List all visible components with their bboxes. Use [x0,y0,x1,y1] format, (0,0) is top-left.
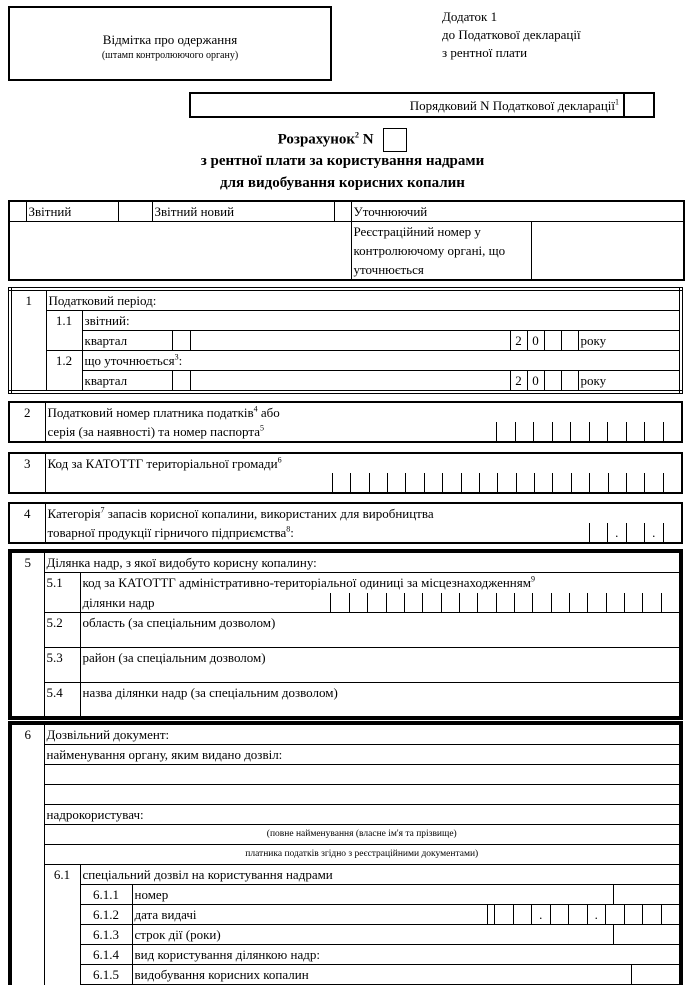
area-name-field[interactable]: назва ділянки надр (за спеціальним дозволом) [80,683,681,718]
validity-years-input[interactable] [613,925,681,945]
page-title: Розрахунок$^2$ N [0,128,685,152]
year-digit-2: 0 [527,371,544,393]
section-4-label-2: товарної продукції гірничого підприємства$^8$: [47,524,294,540]
receipt-stamp-box [8,6,332,81]
reporting-label: Звітний [26,201,118,222]
reporting-new-label: Звітний новий [152,201,334,222]
year-digit-1: 2 [510,371,527,393]
document-type-table [8,200,685,281]
annex-line-3: з рентної плати [442,45,528,60]
section-1-1-label: звітний: [82,311,681,331]
item-6-1-3-label: строк дії (роки) [132,925,613,945]
region-field[interactable]: область (за спеціальним дозволом) [80,613,681,648]
year-digit-3-input[interactable] [544,371,561,393]
reg-number-label: Реєстраційний номер у контролюючому органі, що уточнюється [351,222,531,281]
section-2-number: 2 [9,402,45,442]
ordinal-number-row [189,92,655,118]
issuer-field-2[interactable] [44,785,681,805]
section-3-katottg [8,452,683,494]
year-suffix: року [578,331,681,351]
section-3-label: Код за КАТОТТГ територіальної громади$^6$ [47,455,282,471]
section-6-permit [8,721,683,985]
section-3-number: 3 [9,453,45,493]
item-6-1-1-label: номер [132,885,613,905]
ordinal-number-input[interactable] [623,94,653,116]
item-6-1-4-number: 6.1.4 [80,945,132,965]
category-cells[interactable]: . . [586,523,682,543]
section-1-2-number: 1.2 [46,351,82,393]
issue-date-cells[interactable]: . . [487,905,681,925]
year-digit-4-input[interactable] [561,371,578,393]
year-digit-3-input[interactable] [544,331,561,351]
section-4-reserve-category [8,502,683,544]
subsoil-user-hint-1: (повне найменування (власне ім'я та прізвище) [44,825,681,845]
section-6-1-label: спеціальний дозвіл на користування надрами [80,865,681,885]
section-5-1-label: код за КАТОТТГ адміністративно-територіальної одиниці за місцезнаходженням$^9$ [80,573,681,593]
annex-note [442,8,581,62]
year-suffix: року [578,371,681,393]
reporting-new-checkbox[interactable] [118,201,152,222]
issuer-field-1[interactable] [44,765,681,785]
section-4-number: 4 [9,503,45,543]
item-6-1-3-number: 6.1.3 [80,925,132,945]
year-digit-4-input[interactable] [561,331,578,351]
item-6-1-2-number: 6.1.2 [80,905,132,925]
mineral-extraction-checkbox[interactable] [631,965,681,985]
section-5-2-number: 5.2 [44,613,80,648]
section-5-4-number: 5.4 [44,683,80,718]
section-6-label: Дозвільний документ: [44,723,681,745]
section-2-taxpayer-id [8,401,683,443]
section-2-label-1: Податковий номер платника податків$^4$ або [47,404,280,420]
section-1-label: Податковий період: [46,289,681,311]
section-1-number: 1 [10,289,46,392]
subsoil-user-label: надрокористувач: [44,805,681,825]
district-field[interactable]: район (за спеціальним дозволом) [80,648,681,683]
quarter-label: квартал [82,371,172,393]
year-digit-2: 0 [527,331,544,351]
quarter-input-1-2[interactable] [172,371,190,393]
section-5-number: 5 [10,551,44,718]
subsoil-user-hint-2: платника податків згідно з реєстраційними документами) [44,845,681,865]
annex-line-2: до Податкової декларації [442,27,581,42]
ordinal-number-label: Порядковий N Податкової декларації$^1$ [409,97,619,113]
title-line-2: з рентної плати за користування надрами [200,153,485,169]
item-6-1-4-label: вид користування ділянкою надр: [132,945,681,965]
area-katottg-cells[interactable] [330,593,681,613]
clarifying-label: Уточнюючий [351,201,684,222]
katottg-cells[interactable] [332,473,682,493]
section-5-1-number: 5.1 [44,573,80,613]
section-5-3-number: 5.3 [44,648,80,683]
section-5-label: Ділянка надр, з якої видобуто корисну копалину: [44,551,681,573]
taxpayer-id-cells[interactable] [494,422,682,442]
title-line-3: для видобування корисних копалин [220,175,465,191]
item-6-1-5-number: 6.1.5 [80,965,132,985]
calculation-number-input[interactable] [383,128,407,152]
section-1-1-number: 1.1 [46,311,82,351]
section-6-number: 6 [10,723,44,985]
clarifying-checkbox[interactable] [334,201,351,222]
spacer [190,371,510,393]
issuer-label: найменування органу, яким видано дозвіл: [44,745,681,765]
section-2-label-2: серія (за наявності) та номер паспорта$^5$ [47,423,265,439]
permit-number-input[interactable] [613,885,681,905]
year-digit-1: 2 [510,331,527,351]
quarter-input-1-1[interactable] [172,331,190,351]
section-4-label-1: Категорія$^7$ запасів корисної копалини, використаних для виробництва [47,505,434,521]
item-6-1-5-label: видобування корисних копалин [132,965,631,985]
item-6-1-1-number: 6.1.1 [80,885,132,905]
stamp-title: Відмітка про одержання [102,32,238,47]
spacer [45,473,332,493]
reg-number-input[interactable] [531,222,684,281]
stamp-subtitle: (штамп контролюючого органу) [101,50,239,61]
section-1-tax-period [8,287,683,394]
section-5-1-label-2: ділянки надр [80,593,330,613]
section-6-1-number: 6.1 [44,865,80,985]
spacer [190,331,510,351]
quarter-label: квартал [82,331,172,351]
empty-cell [9,222,351,281]
section-5-subsoil-area [8,549,683,720]
annex-line-1: Додаток 1 [442,9,498,24]
section-1-2-label: що уточнюється$^3$: [82,351,681,371]
item-6-1-2-label: дата видачі [132,905,487,925]
reporting-checkbox[interactable] [9,201,26,222]
